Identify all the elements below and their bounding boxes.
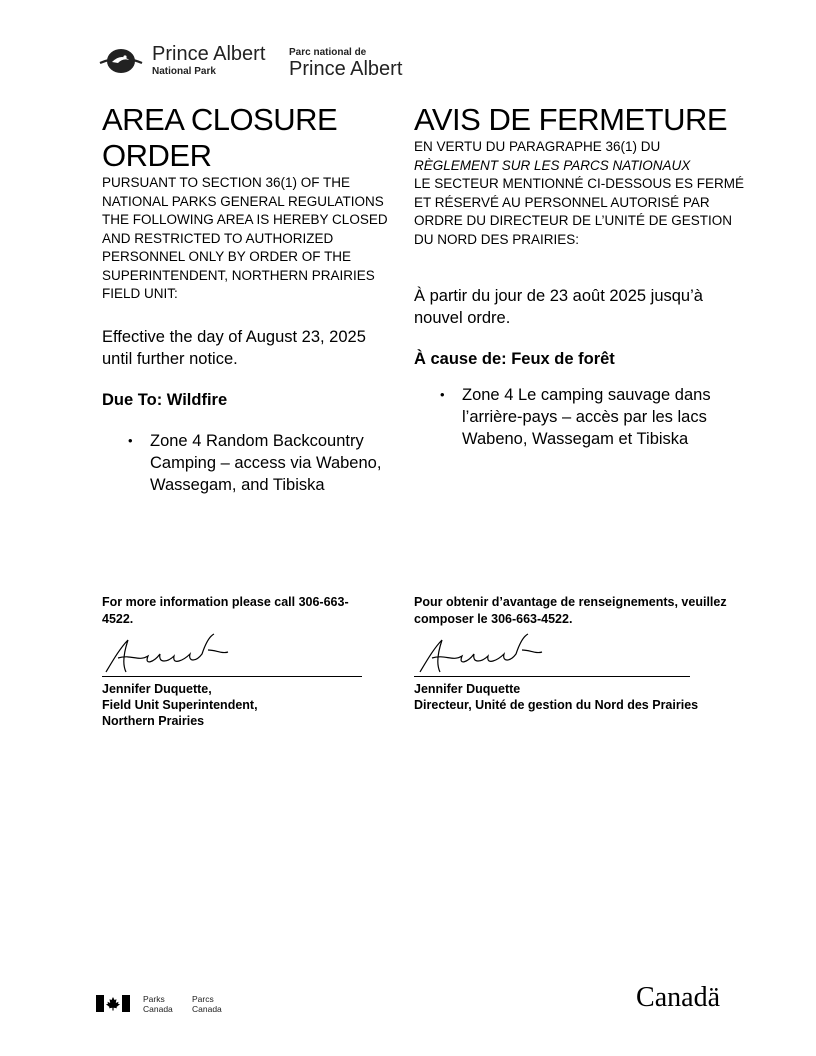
english-effective-date: Effective the day of August 23, 2025 until further notice.: [102, 327, 366, 368]
french-due-to: À cause de: Feux de forêt: [414, 350, 615, 368]
canada-flag-icon: [96, 995, 130, 1012]
french-authority-regulation: RÈGLEMENT SUR LES PARCS NATIONAUX: [414, 157, 691, 173]
footer-org-en: [143, 994, 173, 1014]
english-column: [102, 102, 394, 496]
logo-park-subtitle-fr: Parc national de: [289, 47, 367, 58]
footer-org-en-line-2: Canada: [143, 1004, 173, 1014]
park-emblem-icon: [98, 44, 144, 78]
french-authority-body: LE SECTEUR MENTIONNÉ CI-DESSOUS ES FERMÉ ET RÉSERVÉ AU PERSONNEL AUTORISÉ PAR ORDRE DU DIRECTEUR DE L’UNITÉ DE GESTION DU NORD DES PRAIRIES:: [414, 176, 745, 247]
english-signer-region: Northern Prairies: [102, 714, 205, 728]
footer-org-en-line-1: Parks: [143, 994, 165, 1004]
english-authority: PURSUANT TO SECTION 36(1) OF THE NATIONAL PARKS GENERAL REGULATIONS THE FOLLOWING AREA IS HEREBY CLOSED AND RESTRICTED TO AUTHORIZED PERSONNEL ONLY BY ORDER OF THE SUPERINTENDENT, NORTHERN PRAIRIES FIELD UNIT:: [102, 175, 388, 301]
french-contact-info: Pour obtenir d’avantage de renseignements, veuillez composer le 306-663-4522.: [414, 595, 727, 626]
french-signer-title: Directeur, Unité de gestion du Nord des Prairies: [414, 698, 699, 712]
logo-park-name-en: Prince Albert: [152, 43, 266, 65]
footer-org-fr-line-1: Parcs: [192, 994, 214, 1004]
list-item: • Zone 4 Random Backcountry Camping – access via Wabeno, Wassegam, and Tibiska: [150, 430, 394, 496]
french-authority-line-1: EN VERTU DU PARAGRAPHE 36(1) DU: [414, 139, 661, 154]
list-item: • Zone 4 Le camping sauvage dans l’arrière-pays – accès par les lacs Wabeno, Wassegam et Tibiska: [462, 384, 754, 450]
english-title: AREA CLOSURE ORDER: [102, 102, 338, 173]
english-due-to: Due To: Wildfire: [102, 390, 228, 409]
french-title: AVIS DE FERMETURE: [414, 102, 728, 137]
footer-org-fr-line-2: Canada: [192, 1004, 222, 1014]
french-signature-line: [414, 676, 690, 677]
logo-park-name-fr: Prince Albert: [289, 58, 403, 80]
english-signer-title: Field Unit Superintendent,: [102, 698, 258, 712]
french-column: [414, 102, 754, 450]
french-effective-date: À partir du jour de 23 août 2025 jusqu’à nouvel ordre.: [414, 287, 703, 327]
english-zone-list: [102, 430, 394, 496]
english-contact-info: For more information please call 306-663-4522.: [102, 595, 349, 626]
logo-park-subtitle-en: National Park: [152, 66, 216, 77]
french-signature: [412, 632, 682, 682]
english-signature: [98, 632, 368, 682]
english-signer-name: Jennifer Duquette,: [102, 682, 212, 696]
french-signer-name: Jennifer Duquette: [414, 682, 521, 696]
english-signature-line: [102, 676, 362, 677]
canada-wordmark: Canadä: [636, 982, 720, 1013]
footer-org-fr: [192, 994, 222, 1014]
french-zone-list: [414, 384, 754, 450]
